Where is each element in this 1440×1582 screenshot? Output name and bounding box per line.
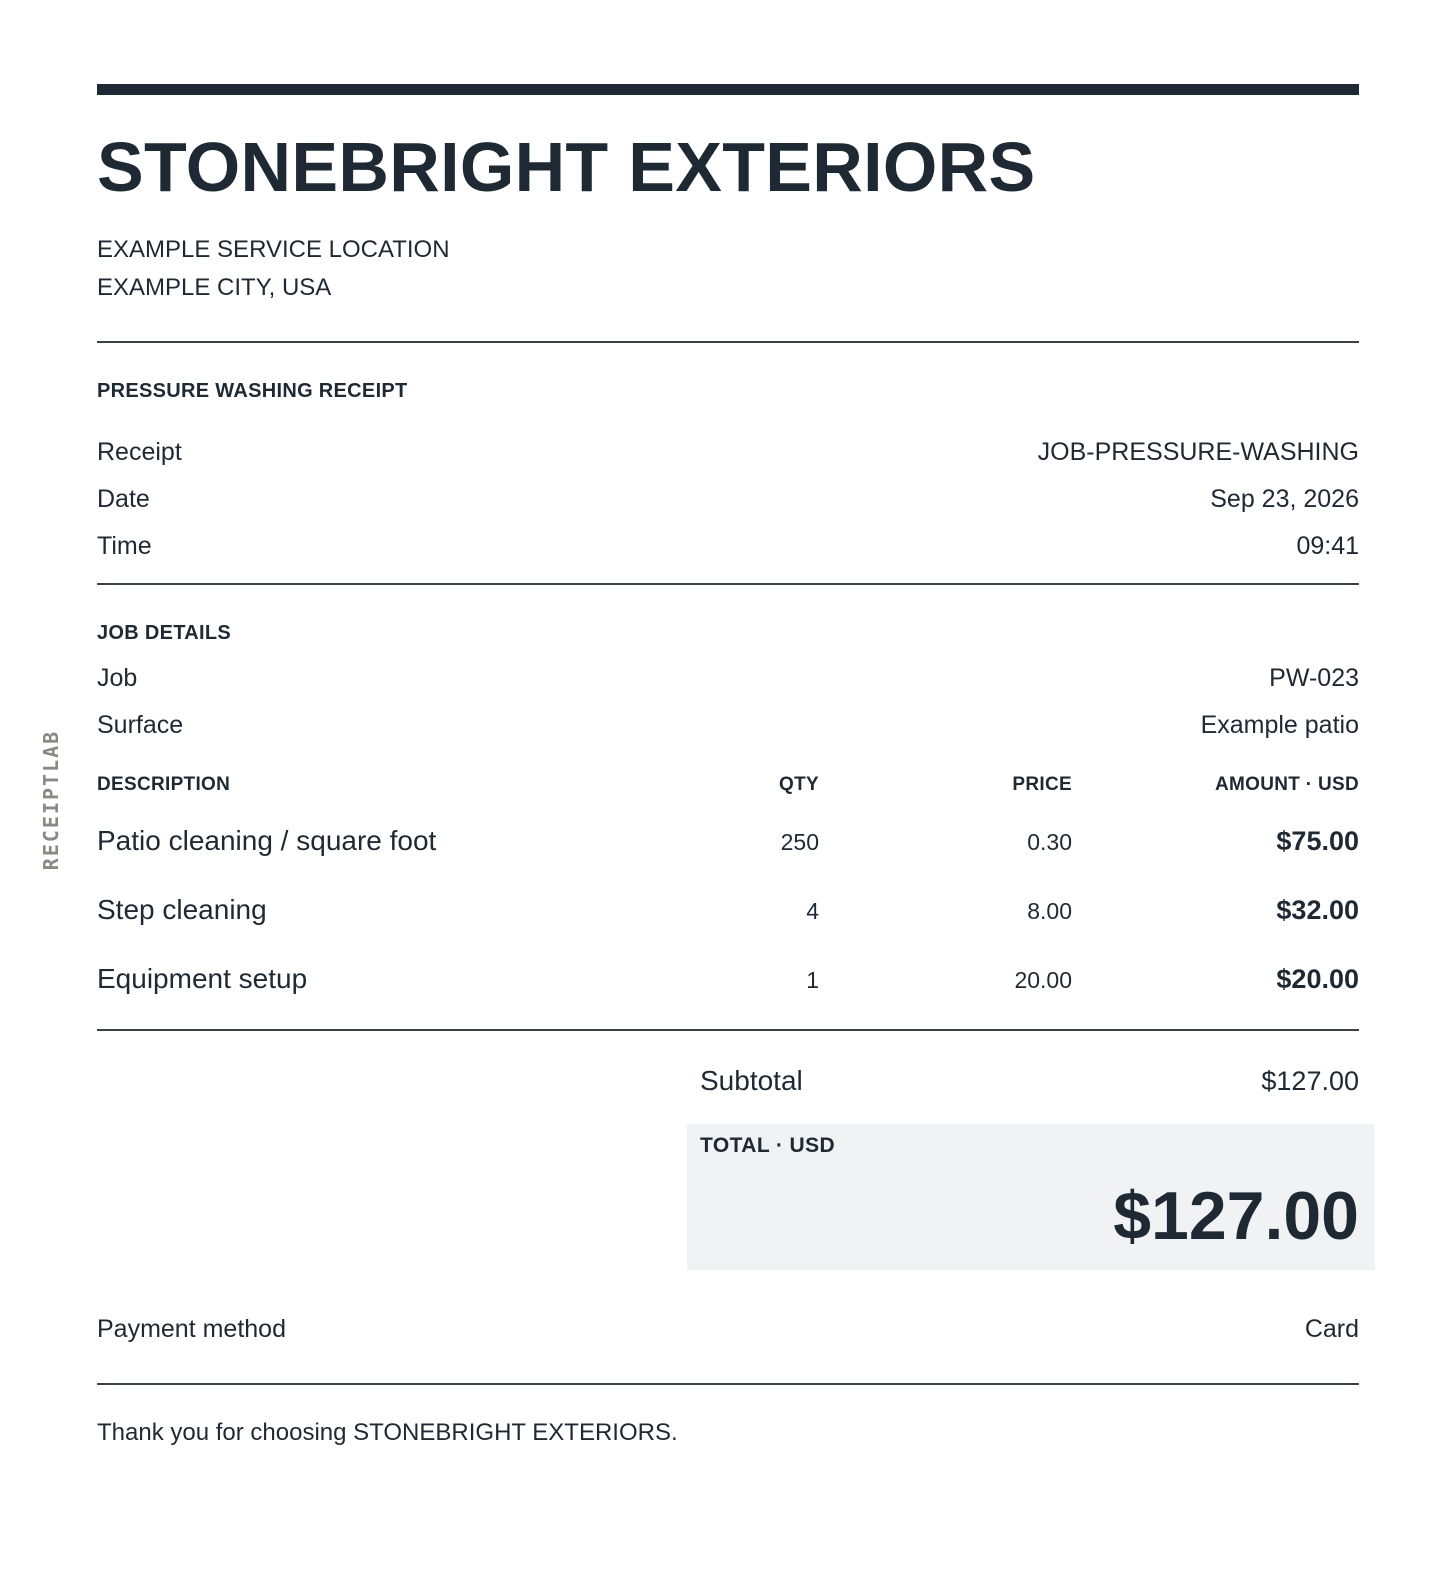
item-description: Step cleaning <box>97 894 267 925</box>
total-label: TOTAL · USD <box>700 1134 836 1157</box>
date-row <box>97 483 1359 515</box>
time-label: Time <box>97 532 152 560</box>
header-qty: QTY <box>779 774 819 795</box>
item-description: Patio cleaning / square foot <box>97 825 437 856</box>
job-value: PW-023 <box>1269 664 1359 692</box>
table-header <box>97 773 1359 797</box>
address-line-1: EXAMPLE SERVICE LOCATION <box>97 236 450 263</box>
item-description: Equipment setup <box>97 963 308 994</box>
total-box <box>687 1124 1375 1270</box>
divider <box>97 341 1359 343</box>
total-value: $127.00 <box>1113 1178 1359 1254</box>
date-value: Sep 23, 2026 <box>1210 485 1359 513</box>
item-price: 0.30 <box>1027 829 1072 855</box>
time-row <box>97 530 1359 562</box>
date-label: Date <box>97 485 150 513</box>
item-qty: 250 <box>780 829 819 855</box>
top-accent-bar <box>97 84 1359 95</box>
address-line-2: EXAMPLE CITY, USA <box>97 274 332 301</box>
receipt-number-row <box>97 436 1359 468</box>
table-row <box>97 823 1359 860</box>
table-row <box>97 961 1359 998</box>
job-row <box>97 662 1359 694</box>
thank-you-note: Thank you for choosing STONEBRIGHT EXTERIORS. <box>97 1419 678 1446</box>
item-amount: $32.00 <box>1276 895 1359 925</box>
payment-method-value: Card <box>1304 1315 1359 1343</box>
item-qty: 4 <box>806 898 819 924</box>
divider <box>97 583 1359 585</box>
header-amount: AMOUNT · USD <box>1215 774 1359 795</box>
time-value: 09:41 <box>1296 532 1359 560</box>
item-amount: $75.00 <box>1276 826 1359 856</box>
divider <box>97 1383 1359 1385</box>
item-price: 8.00 <box>1027 898 1072 924</box>
line-items-table <box>97 773 1359 998</box>
item-qty: 1 <box>806 967 819 993</box>
subtotal-row <box>687 1063 1359 1099</box>
item-price: 20.00 <box>1014 967 1072 993</box>
surface-row <box>97 709 1359 741</box>
header-price: PRICE <box>1012 774 1072 795</box>
receipt <box>97 84 1359 1449</box>
business-address <box>97 231 1359 307</box>
payment-method-row <box>97 1313 1359 1345</box>
receipt-value: JOB-PRESSURE-WASHING <box>1037 438 1359 466</box>
header-description: DESCRIPTION <box>97 774 231 795</box>
divider <box>97 1029 1359 1031</box>
subtotal-label: Subtotal <box>700 1065 803 1096</box>
table-row <box>97 892 1359 929</box>
payment-method-label: Payment method <box>97 1315 286 1343</box>
job-details-title: JOB DETAILS <box>97 622 232 644</box>
receiptlab-watermark: RECEIPTLAB <box>39 729 63 871</box>
totals-section <box>687 1063 1359 1270</box>
surface-value: Example patio <box>1200 711 1359 739</box>
receipt-label: Receipt <box>97 438 182 466</box>
job-label: Job <box>97 664 138 692</box>
business-name: STONEBRIGHT EXTERIORS <box>97 128 1036 206</box>
subtotal-value: $127.00 <box>1261 1066 1359 1096</box>
receipt-title: PRESSURE WASHING RECEIPT <box>97 380 408 402</box>
surface-label: Surface <box>97 711 184 739</box>
item-amount: $20.00 <box>1276 964 1359 994</box>
